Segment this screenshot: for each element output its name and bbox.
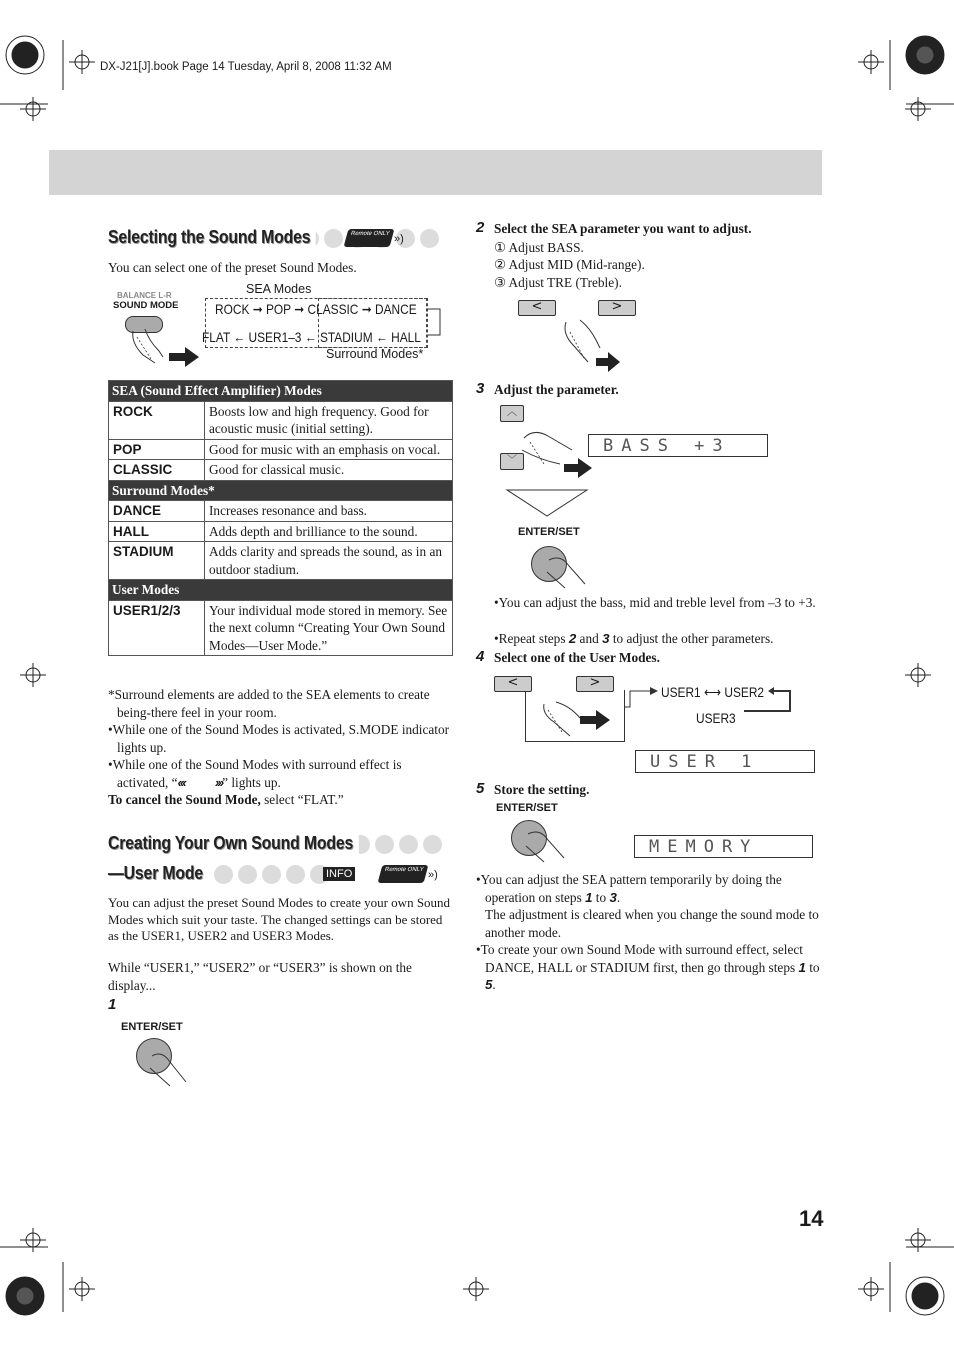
finger-press-icon bbox=[540, 700, 620, 740]
mode-classic: CLASSIC bbox=[307, 301, 359, 317]
step3-bullet: •You can adjust the bass, mid and treble level from –3 to +3. bbox=[494, 595, 816, 610]
final-bullets bbox=[476, 871, 821, 994]
modes-table bbox=[108, 380, 453, 656]
lcd-display-bass: BASS +3 bbox=[588, 434, 768, 457]
table-group-header: Surround Modes* bbox=[109, 480, 453, 501]
surround-indicator-right-icon: ››› bbox=[214, 774, 223, 790]
step1-number: 1 bbox=[108, 996, 117, 1013]
step2-item: ① Adjust BASS. bbox=[494, 240, 584, 255]
surround-indicator-left-icon: ‹‹‹ bbox=[177, 774, 185, 790]
step5-text: Store the setting. bbox=[494, 782, 590, 797]
finger-press-icon bbox=[148, 1048, 192, 1088]
finger-press-icon bbox=[524, 828, 568, 864]
table-group-header: User Modes bbox=[109, 580, 453, 601]
section1-intro: You can select one of the preset Sound Modes. bbox=[108, 260, 357, 275]
section2-subtitle: —User Mode bbox=[108, 863, 207, 884]
table-row: ROCK Boosts low and high frequency. Good for acoustic music (initial setting). bbox=[109, 401, 453, 439]
remote-only-badge: Remote ONLY bbox=[378, 865, 429, 883]
right-arrow-button[interactable]: > bbox=[576, 676, 614, 692]
table-row: POP Good for music with an emphasis on vocal. bbox=[109, 439, 453, 460]
step2-item: ② Adjust MID (Mid-range). bbox=[494, 257, 645, 272]
mode-hall: HALL bbox=[391, 329, 421, 345]
section2-title: Creating Your Own Sound Modes bbox=[108, 833, 358, 854]
section1-title: Selecting the Sound Modes bbox=[108, 227, 316, 248]
mode-flat: FLAT bbox=[202, 329, 230, 345]
left-arrow-button[interactable]: < bbox=[518, 300, 556, 316]
top-mode-row: ROCK ➞ POP ➞ CLASSIC ➞ DANCE bbox=[215, 301, 417, 317]
sound-mode-diagram bbox=[108, 283, 453, 373]
balance-label: BALANCE L-R bbox=[117, 291, 172, 300]
section1-title-row bbox=[108, 227, 453, 251]
user2-label: USER2 bbox=[724, 684, 765, 700]
bullet-item: •To create your own Sound Mode with surround effect, select DANCE, HALL or STADIUM first, then go through steps 1 to 5. bbox=[476, 942, 820, 992]
table-group-header: SEA (Sound Effect Amplifier) Modes bbox=[109, 381, 453, 402]
user1-label: USER1 bbox=[661, 684, 701, 700]
finger-press-icon bbox=[123, 323, 203, 368]
remote-only-badge: Remote ONLY bbox=[344, 229, 395, 247]
section2-while: While “USER1,” “USER2” or “USER3” is shown on the display... bbox=[108, 960, 412, 993]
finger-press-icon bbox=[560, 318, 624, 374]
enter-set-label: ENTER/SET bbox=[496, 802, 558, 814]
lcd-display-user: USER 1 bbox=[635, 750, 815, 773]
info-badge: INFO bbox=[323, 867, 355, 881]
mode-stadium: STADIUM bbox=[319, 329, 373, 345]
bullet-continuation: The adjustment is cleared when you change the sound mode to another mode. bbox=[485, 907, 819, 940]
loop-connector bbox=[426, 305, 444, 341]
table-row: HALL Adds depth and brilliance to the sound. bbox=[109, 521, 453, 542]
note-bullet: •While one of the Sound Modes with surround effect is activated, “‹‹‹ ›››” lights up. bbox=[108, 757, 402, 790]
up-button[interactable]: ︿ bbox=[500, 405, 524, 422]
step4-text: Select one of the User Modes. bbox=[494, 650, 660, 665]
enter-set-label: ENTER/SET bbox=[518, 526, 580, 538]
mode-user: USER1–3 bbox=[248, 329, 302, 345]
surround-modes-label: Surround Modes* bbox=[326, 347, 424, 361]
remote-signal-icon: ») bbox=[428, 869, 438, 881]
section2-title-row1 bbox=[108, 833, 453, 857]
mode-pop: POP bbox=[265, 301, 291, 317]
note-bullet: •While one of the Sound Modes is activated, S.MODE indicator lights up. bbox=[108, 722, 450, 755]
user3-label: USER3 bbox=[696, 710, 736, 726]
remote-signal-icon: ») bbox=[394, 233, 404, 245]
modes-table-wrap bbox=[108, 380, 453, 656]
mode-rock: ROCK bbox=[215, 301, 250, 317]
bottom-mode-row: FLAT ← USER1–3 ← STADIUM ← HALL bbox=[202, 329, 421, 345]
down-arrow-icon bbox=[505, 488, 589, 518]
step2-number: 2 bbox=[476, 219, 485, 236]
section2-title-row2 bbox=[108, 863, 453, 887]
lcd-display-memory: MEMORY bbox=[634, 835, 813, 858]
step4-number: 4 bbox=[476, 648, 485, 665]
step5-number: 5 bbox=[476, 780, 485, 797]
mode-dance: DANCE bbox=[374, 301, 417, 317]
left-arrow-button[interactable]: < bbox=[494, 676, 532, 692]
file-info-header: DX-J21[J].book Page 14 Tuesday, April 8, 2008 11:32 AM bbox=[100, 61, 392, 73]
section2-intro: You can adjust the preset Sound Modes to create your own Sound Modes which suit your taste. The changed settings can be stored as the USER1, USER2 and USER3 Modes. bbox=[108, 895, 451, 943]
bullet-item: •You can adjust the SEA pattern temporarily by doing the operation on steps 1 to 3. bbox=[476, 872, 782, 905]
table-row: DANCE Increases resonance and bass. bbox=[109, 501, 453, 522]
step3-bullet: •Repeat steps 2 and 3 to adjust the other parameters. bbox=[494, 631, 774, 646]
step3-text: Adjust the parameter. bbox=[494, 382, 619, 397]
sea-modes-label: SEA Modes bbox=[246, 282, 312, 296]
right-arrow-button[interactable]: > bbox=[598, 300, 636, 316]
top-banner bbox=[49, 150, 822, 195]
title-dots bbox=[214, 865, 329, 884]
section1-notes bbox=[108, 686, 456, 809]
user-mode-row: USER1 ⟷ USER2 bbox=[661, 684, 765, 700]
down-button[interactable]: ﹀ bbox=[500, 453, 524, 470]
step2-text: Select the SEA parameter you want to adjust. bbox=[494, 221, 752, 236]
table-row: STADIUM Adds clarity and spreads the sound, as in an outdoor stadium. bbox=[109, 542, 453, 580]
step2-item: ③ Adjust TRE (Treble). bbox=[494, 275, 622, 290]
enter-set-label: ENTER/SET bbox=[121, 1021, 183, 1033]
cancel-note: To cancel the Sound Mode, select “FLAT.” bbox=[108, 792, 344, 807]
sound-mode-label: SOUND MODE bbox=[113, 300, 179, 311]
footnote: *Surround elements are added to the SEA elements to create being-there feel in your room. bbox=[108, 687, 430, 720]
finger-press-icon bbox=[545, 554, 589, 590]
step3-number: 3 bbox=[476, 380, 485, 397]
table-row: CLASSIC Good for classical music. bbox=[109, 460, 453, 481]
table-row: USER1/2/3 Your individual mode stored in memory. See the next column “Creating Your Own Sound Modes—User Mode.” bbox=[109, 600, 453, 656]
page-number: 14 bbox=[799, 1206, 824, 1231]
